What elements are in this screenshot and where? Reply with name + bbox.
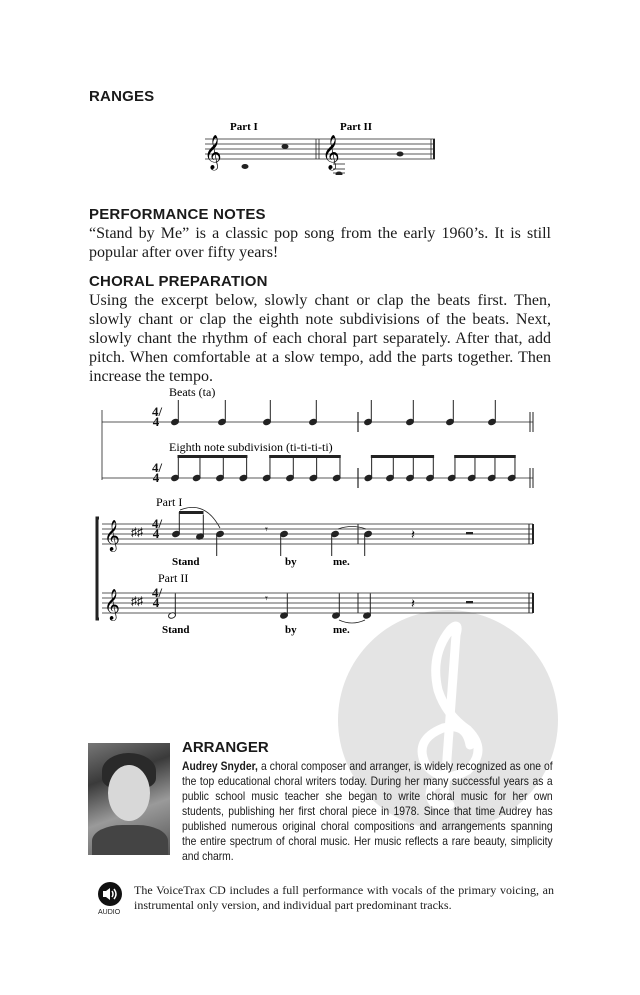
treble-clef-icon: 𝄞 xyxy=(322,136,340,169)
system-bracket xyxy=(97,518,99,619)
lyric-stand: Stand xyxy=(172,556,200,568)
part1-label: Part I xyxy=(156,495,183,509)
key-signature-sharps: ♯♯ xyxy=(131,525,143,539)
choral-preparation-text: Using the excerpt below, slowly chant or clap the beats first. Then, slowly chant or clap the eighth note subdivisions of the beats. Next, slowly chant the rhythm of each choral part separately. After that, add pitch. When comfortable at a slow tempo, add the parts together. Then increase the tempo. xyxy=(89,292,551,385)
arranger-photo xyxy=(88,743,170,855)
ranges-heading: RANGES xyxy=(89,88,155,105)
audio-text: The VoiceTrax CD includes a full performance with vocals of the primary voicing, an instrumental only version, and individual part predominant tracks. xyxy=(134,883,554,912)
ranges-staff xyxy=(200,115,440,175)
eighth-rest: 𝄾 xyxy=(265,593,268,605)
lyric-stand: Stand xyxy=(162,624,190,636)
arranger-name: Audrey Snyder, xyxy=(182,759,258,773)
eighth-rest: 𝄾 xyxy=(265,524,268,536)
range-note xyxy=(242,164,249,169)
performance-notes-heading: PERFORMANCE NOTES xyxy=(89,206,266,223)
tie xyxy=(339,620,365,623)
time-signature: 4/4 xyxy=(152,404,163,429)
beam xyxy=(179,511,204,514)
beam xyxy=(178,455,248,458)
beam xyxy=(371,455,434,458)
arranger-heading: ARRANGER xyxy=(182,739,269,756)
eighth-label: Eighth note subdivision (ti-ti-ti-ti) xyxy=(169,440,333,454)
part2-label: Part II xyxy=(158,571,189,585)
range-part2-label: Part II xyxy=(340,121,373,133)
arranger-bio-text: a choral composer and arranger, is widely recognized as one of the top educational choral writers today. During her many successful years as a public school music teacher she began to write choral music for her own students, publishing her first choral piece in 1978. Since that time Audrey has published numerous original choral compositions and arrangements spanning the entire spectrum of choral music. Her music reflects a rare beauty, simplicity and charm. xyxy=(182,759,553,863)
treble-clef-icon: 𝄞 xyxy=(104,520,120,550)
half-rest xyxy=(466,601,473,604)
beats-label: Beats (ta) xyxy=(169,385,216,399)
choral-preparation-heading: CHORAL PREPARATION xyxy=(89,273,268,290)
range-note xyxy=(282,144,289,149)
audio-label: AUDIO xyxy=(98,909,121,916)
time-signature: 4/4 xyxy=(152,585,163,610)
range-note xyxy=(397,152,404,157)
beam xyxy=(454,455,516,458)
treble-clef-icon: 𝄞 xyxy=(204,136,222,169)
range-note xyxy=(336,172,343,176)
lyric-me: me. xyxy=(333,556,350,568)
quarter-rest: 𝄽 xyxy=(411,527,415,542)
lyric-by: by xyxy=(285,624,297,636)
speaker-icon xyxy=(97,881,123,907)
key-signature-sharps: ♯♯ xyxy=(131,594,143,608)
lyric-by: by xyxy=(285,556,297,568)
treble-clef-icon: 𝄞 xyxy=(104,589,120,619)
rhythm-excerpt xyxy=(0,380,640,640)
quarter-rest: 𝄽 xyxy=(411,596,415,611)
half-rest xyxy=(466,532,473,535)
arranger-bio xyxy=(182,759,553,864)
time-signature: 4/4 xyxy=(152,516,163,541)
beam xyxy=(269,455,341,458)
range-part1-label: Part I xyxy=(230,121,258,133)
lyric-me: me. xyxy=(333,624,350,636)
time-signature: 4/4 xyxy=(152,460,163,485)
slur xyxy=(180,507,220,528)
performance-notes-text: “Stand by Me” is a classic pop song from the early 1960’s. It is still popular after over fifty years! xyxy=(89,225,551,261)
